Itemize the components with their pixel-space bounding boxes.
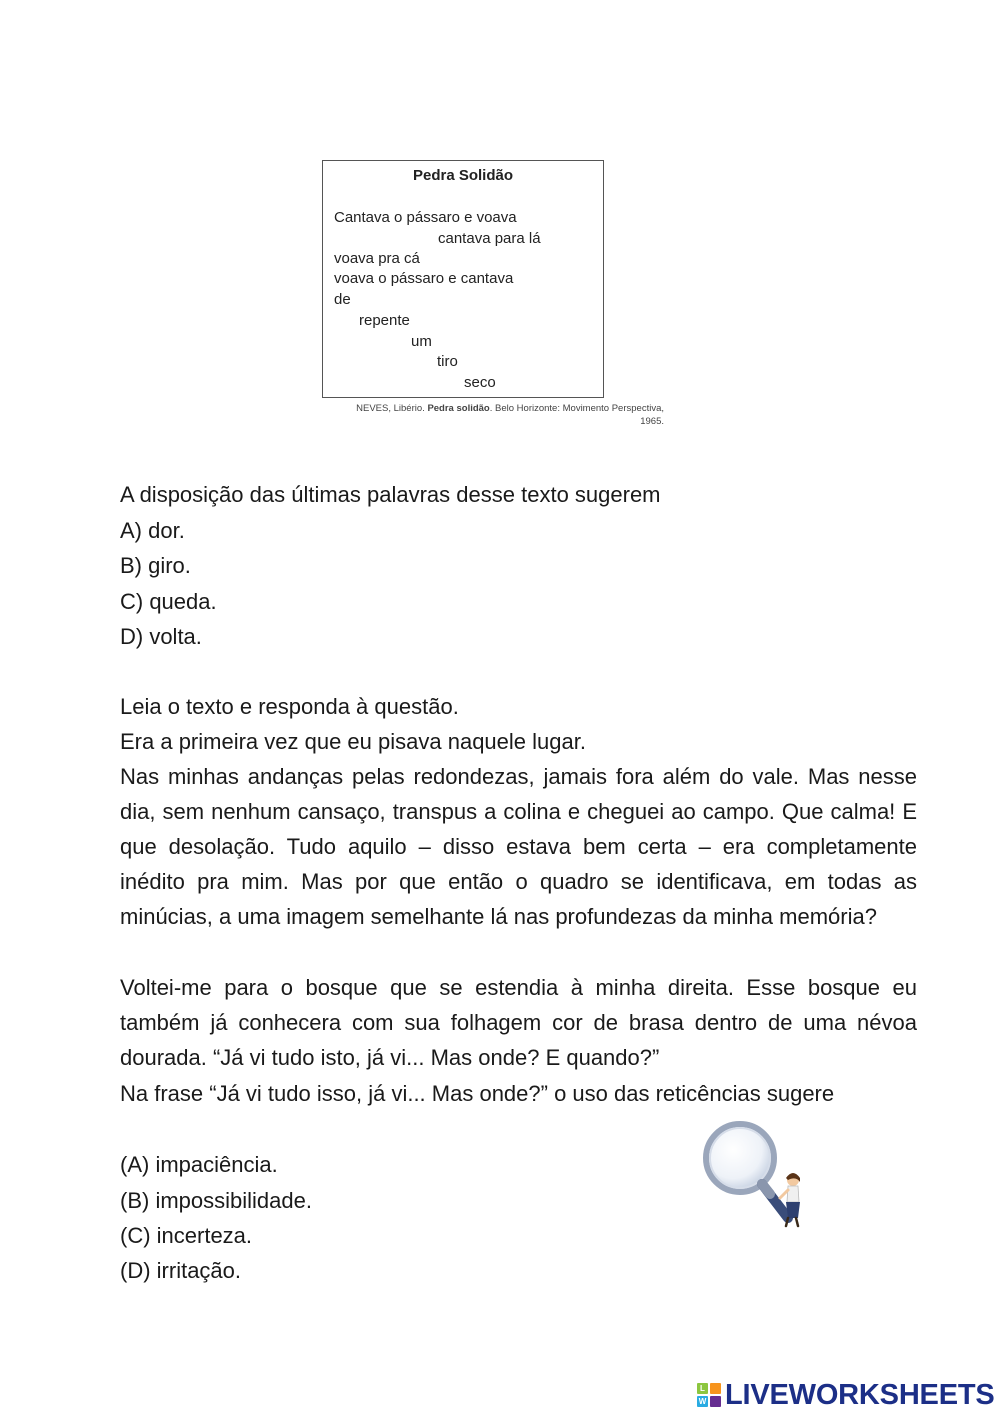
- poem-citation: [284, 402, 664, 428]
- question1-option-a[interactable]: A) dor.: [120, 518, 185, 543]
- citation-rest: . Belo Horizonte: Movimento Perspectiva,: [489, 403, 664, 414]
- question2-option-b[interactable]: (B) impossibilidade.: [120, 1188, 312, 1213]
- question2-option-d[interactable]: (D) irritação.: [120, 1258, 242, 1283]
- liveworksheets-logo-icon: [697, 1383, 721, 1407]
- question1-option-b[interactable]: B) giro.: [120, 553, 191, 578]
- logo-letter-l: L: [697, 1383, 708, 1394]
- question1-option-d[interactable]: D) volta.: [120, 624, 202, 649]
- poem-line: repente: [359, 312, 410, 329]
- poem-box: [322, 160, 604, 398]
- citation-year: 1965.: [640, 416, 664, 427]
- question1-prompt: A disposição das últimas palavras desse texto sugerem: [120, 482, 661, 507]
- poem-line: Cantava o pássaro e voava: [334, 209, 517, 226]
- question2-text-line1: Era a primeira vez que eu pisava naquele lugar.: [120, 729, 586, 754]
- poem-line: um: [411, 333, 432, 350]
- magnifying-glass-with-girl-icon: [700, 1118, 812, 1230]
- poem-line: cantava para lá: [438, 230, 541, 247]
- question2-paragraph2: Voltei-me para o bosque que se estendia à minha direita. Esse bosque eu também já conhecera com sua folhagem cor de brasa dentro de uma névoa dourada. “Já vi tudo isto, já vi... Mas onde? E quando?”: [120, 975, 917, 1070]
- poem-line: voava pra cá: [334, 250, 420, 267]
- question2-prompt: Na frase “Já vi tudo isso, já vi... Mas onde?” o uso das reticências sugere: [120, 1081, 835, 1106]
- poem-line: tiro: [437, 353, 458, 370]
- liveworksheets-logo[interactable]: [697, 1379, 995, 1411]
- question1-option-c[interactable]: C) queda.: [120, 589, 217, 614]
- logo-text: LIVEWORKSHEETS: [725, 1378, 995, 1411]
- logo-letter-w: W: [698, 1397, 707, 1406]
- poem-line: seco: [464, 374, 496, 391]
- poem-title: Pedra Solidão: [412, 167, 514, 184]
- question2-option-a[interactable]: (A) impaciência.: [120, 1152, 278, 1177]
- question2-paragraph1: Nas minhas andanças pelas redondezas, jamais fora além do vale. Mas nesse dia, sem nenhum cansaço, transpus a colina e cheguei ao campo. Que calma! E que desolação. Tudo aquilo – disso estava bem certa – era completamente inédito pra mim. Mas por que então o quadro se identificava, em todas as minúcias, a uma imagem semelhante lá nas profundezas da minha memória?: [120, 764, 917, 929]
- question2-instruction: Leia o texto e responda à questão.: [120, 694, 459, 719]
- question2-option-c[interactable]: (C) incerteza.: [120, 1223, 253, 1248]
- poem-line: de: [334, 291, 351, 308]
- poem-line: voava o pássaro e cantava: [334, 270, 514, 287]
- citation-work: Pedra solidão: [427, 403, 490, 414]
- citation-author: NEVES, Libério.: [356, 403, 425, 414]
